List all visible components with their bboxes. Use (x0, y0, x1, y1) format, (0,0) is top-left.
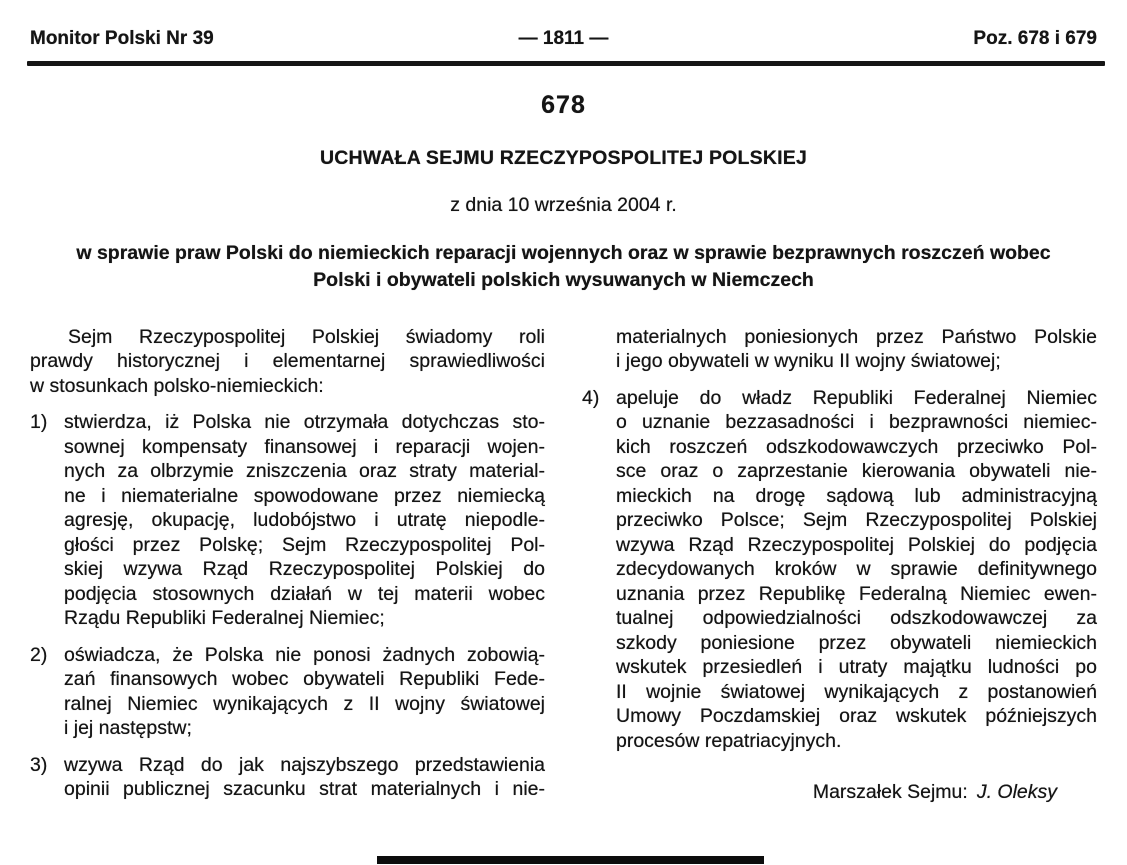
list-item-1 (30, 410, 545, 631)
text-line: w stosunkach polsko-niemieckich: (30, 374, 324, 397)
left-column (30, 325, 545, 805)
text-line: opinii publicznej szacunku strat materialnych i nie- (64, 778, 545, 800)
text-line: wzywa Rząd Rzeczypospolitej Polskiej do podjęcia (616, 533, 1097, 556)
header-rule (27, 61, 1105, 66)
act-subject-line: w sprawie praw Polski do niemieckich reparacji wojennych oraz w sprawie bezprawnych roszczeń wobec (76, 241, 1051, 264)
list-item-4 (582, 386, 1097, 754)
text-line: procesów repatriacyjnych. (616, 729, 842, 752)
item-marker: 1) (30, 411, 48, 433)
act-subject-line: Polski i obywateli polskich wysuwanych w Niemczech (313, 269, 814, 291)
text-line: Umowy Poczdamskiej oraz wskutek późniejszych (616, 705, 1097, 727)
text-line: ralnej Niemiec wynikających z II wojny światowej (64, 692, 545, 715)
text-line: zdecydowanych kroków w sprawie definitywnego (616, 558, 1097, 580)
right-column (582, 325, 1097, 805)
text-line: zań finansowych wobec obywateli Republiki Fede- (64, 668, 545, 690)
text-line: o uznanie bezzasadności i bezprawności niemiec- (616, 411, 1097, 433)
item-marker: 2) (30, 643, 48, 666)
text-line: materialnych poniesionych przez Państwo Polskie (616, 325, 1097, 348)
item-marker: 3) (30, 753, 48, 776)
text-line: oświadcza, że Polska nie ponosi żadnych zobowią- (64, 643, 545, 666)
act-title: UCHWAŁA SEJMU RZECZYPOSPOLITEJ POLSKIEJ (319, 146, 808, 169)
text-line: uznania przez Republikę Federalną Niemiec ewen- (616, 582, 1097, 605)
text-line: wskutek przesiedleń i utraty majątku ludności po (616, 656, 1097, 678)
act-date: z dnia 10 września 2004 r. (450, 193, 677, 216)
text-line: agresję, okupację, ludobójstwo i utratę niepodle- (64, 509, 545, 531)
text-line: sce oraz o zaprzestanie kierowania obywateli nie- (616, 460, 1097, 482)
text-line: sownej kompensaty finansowej i reparacji wojen- (64, 435, 545, 458)
text-line: i jej następstw; (64, 717, 192, 739)
text-line: wzywa Rząd do jak najszybszego przedstawienia (64, 753, 545, 776)
cont-paragraph (582, 325, 1097, 374)
text-line: ne i niematerialne spowodowane przez niemiecką (64, 484, 545, 507)
text-line: skiej wzywa Rząd Rzeczypospolitej Polskiej do (64, 558, 545, 580)
text-line: nych za olbrzymie zniszczenia oraz straty material- (64, 460, 545, 482)
signature-label: Marszałek Sejmu: (812, 781, 968, 803)
act-number: 678 (541, 90, 586, 119)
journal-title: Monitor Polski Nr 39 (30, 28, 214, 49)
scan-artifact-bar (377, 856, 764, 864)
text-line: kich roszczeń odszkodowawczych przeciwko Pol- (616, 435, 1097, 458)
text-line: głości przez Polskę; Sejm Rzeczypospolitej Pol- (64, 533, 545, 556)
text-line: apeluje do władz Republiki Federalnej Niemiec (616, 386, 1097, 409)
item-marker: 4) (582, 386, 600, 409)
running-head (0, 0, 1127, 50)
page-number: — 1811 — (518, 28, 609, 49)
text-line: Sejm Rzeczypospolitej Polskiej świadomy roli (68, 325, 545, 348)
signature-line (582, 780, 1097, 805)
intro-paragraph (30, 325, 545, 399)
text-line: stwierdza, iż Polska nie otrzymała dotychczas sto- (64, 411, 545, 433)
text-line: Rządu Republiki Federalnej Niemiec; (64, 607, 385, 629)
text-line: przeciwko Polsce; Sejm Rzeczypospolitej Polskiej (616, 509, 1097, 531)
text-line: podjęcia stosownych działań w tej materii wobec (64, 582, 545, 605)
list-item-3 (30, 753, 545, 802)
text-line: tualnej odpowiedzialności odszkodowawczej za (616, 607, 1097, 629)
text-line: i jego obywateli w wyniku II wojny światowej; (616, 350, 1001, 372)
text-line: mieckich na drogę sądową lub administracyjną (616, 484, 1097, 507)
text-line: prawdy historycznej i elementarnej sprawiedliwości (30, 350, 545, 372)
two-column-body (0, 325, 1127, 805)
text-line: II wojnie światowej wynikających z postanowień (616, 680, 1097, 703)
act-subject (0, 240, 1127, 295)
text-line: szkody poniesione przez obywateli niemieckich (616, 631, 1097, 654)
item-marker (582, 325, 616, 374)
signature-name: J. Oleksy (976, 781, 1057, 803)
position-number: Poz. 678 i 679 (973, 28, 1097, 49)
list-item-2 (30, 643, 545, 741)
